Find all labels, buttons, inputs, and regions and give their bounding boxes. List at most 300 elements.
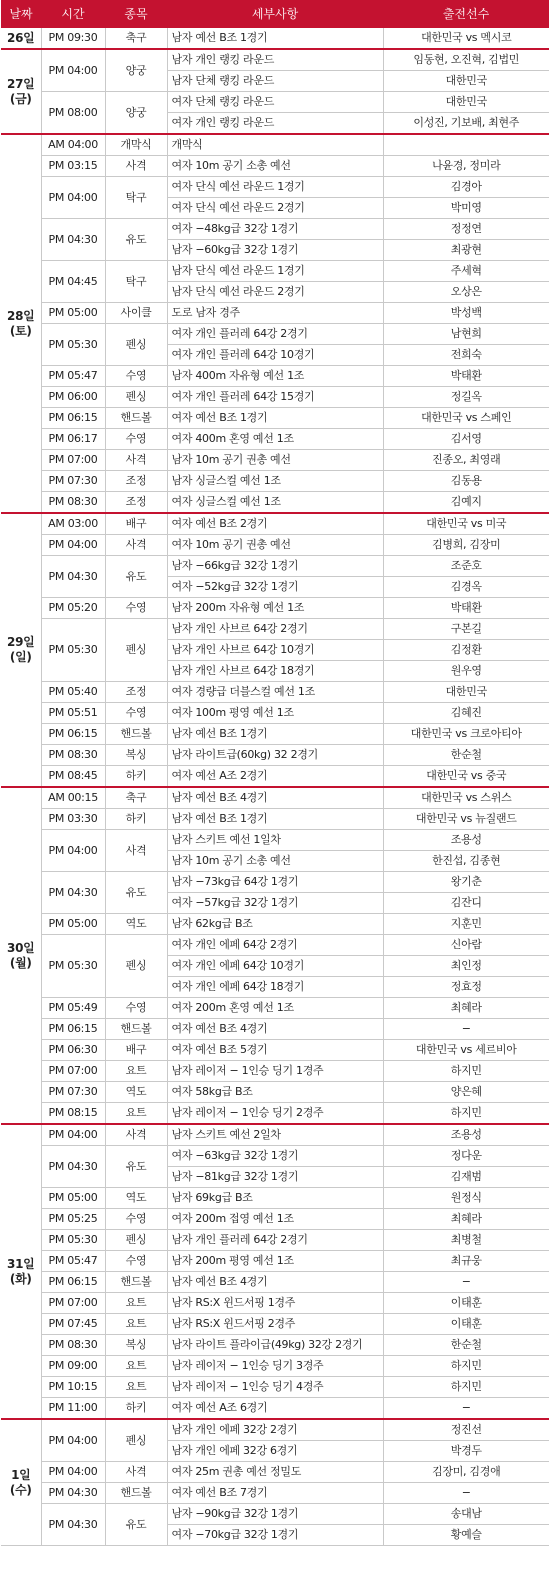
detail-cell: 여자 400m 혼영 예선 1조 [167, 429, 383, 450]
sport-cell: 수영 [105, 998, 167, 1019]
detail-cell: 남자 개인 에페 32강 6경기 [167, 1441, 383, 1462]
table-row [1, 513, 549, 535]
time-cell: PM 05:51 [41, 703, 105, 724]
detail-cell: 여자 −63kg급 32강 1경기 [167, 1146, 383, 1167]
table-row [1, 1314, 549, 1335]
sport-cell: 수영 [105, 703, 167, 724]
time-cell: PM 06:15 [41, 408, 105, 429]
time-cell: PM 04:30 [41, 1146, 105, 1188]
players-cell: 조준호 [383, 556, 549, 577]
players-cell: 최혜라 [383, 998, 549, 1019]
table-body [1, 27, 549, 1546]
sport-cell: 축구 [105, 27, 167, 49]
time-cell: PM 04:45 [41, 261, 105, 303]
detail-cell: 여자 100m 평영 예선 1조 [167, 703, 383, 724]
table-row [1, 1124, 549, 1146]
table-row [1, 1188, 549, 1209]
detail-cell: 남자 10m 공기 소총 예선 [167, 851, 383, 872]
detail-cell: 남자 개인 플러레 64강 2경기 [167, 1230, 383, 1251]
sport-cell: 배구 [105, 1040, 167, 1061]
players-cell: 김정환 [383, 640, 549, 661]
players-cell: 지훈민 [383, 914, 549, 935]
detail-cell: 여자 −52kg급 32강 1경기 [167, 577, 383, 598]
detail-cell: 여자 예선 A조 6경기 [167, 1398, 383, 1420]
table-row [1, 1377, 549, 1398]
time-cell: PM 05:30 [41, 935, 105, 998]
table-row [1, 998, 549, 1019]
detail-cell: 여자 예선 B조 2경기 [167, 513, 383, 535]
detail-cell: 남자 라이트급(60kg) 32 2경기 [167, 745, 383, 766]
players-cell: 정다운 [383, 1146, 549, 1167]
players-cell: 김경아 [383, 177, 549, 198]
time-cell: PM 07:30 [41, 1082, 105, 1103]
date-day: 26일 [7, 30, 35, 45]
players-cell: 대한민국 vs 뉴질랜드 [383, 809, 549, 830]
table-row [1, 177, 549, 198]
time-cell: PM 04:30 [41, 219, 105, 261]
players-cell: − [383, 1398, 549, 1420]
table-row [1, 724, 549, 745]
date-day: 27일 [7, 76, 35, 91]
players-cell: 김혜진 [383, 703, 549, 724]
sport-cell: 사격 [105, 535, 167, 556]
detail-cell: 여자 경량급 더블스컬 예선 1조 [167, 682, 383, 703]
detail-cell: 여자 예선 B조 5경기 [167, 1040, 383, 1061]
players-cell: 최혜라 [383, 1209, 549, 1230]
players-cell: 김예지 [383, 492, 549, 514]
players-cell: 김동용 [383, 471, 549, 492]
time-cell: PM 06:15 [41, 1019, 105, 1040]
table-row [1, 535, 549, 556]
detail-cell: 여자 단식 예선 라운드 2경기 [167, 198, 383, 219]
sport-cell: 핸드볼 [105, 724, 167, 745]
time-cell: PM 05:40 [41, 682, 105, 703]
time-cell: PM 06:30 [41, 1040, 105, 1061]
players-cell: 김경옥 [383, 577, 549, 598]
time-cell: PM 03:30 [41, 809, 105, 830]
players-cell: 박성백 [383, 303, 549, 324]
players-cell: 원정식 [383, 1188, 549, 1209]
table-row [1, 1272, 549, 1293]
detail-cell: 남자 레이저 − 1인승 딩기 3경주 [167, 1356, 383, 1377]
players-cell: 김재범 [383, 1167, 549, 1188]
time-cell: PM 06:00 [41, 387, 105, 408]
sport-cell: 유도 [105, 219, 167, 261]
sport-cell: 핸드볼 [105, 1483, 167, 1504]
players-cell: 남현희 [383, 324, 549, 345]
time-cell: PM 08:00 [41, 92, 105, 135]
table-row [1, 619, 549, 640]
time-cell: PM 04:00 [41, 1462, 105, 1483]
detail-cell: 여자 싱글스컬 예선 1조 [167, 492, 383, 514]
players-cell: 왕기춘 [383, 872, 549, 893]
table-row [1, 1209, 549, 1230]
time-cell: PM 07:00 [41, 450, 105, 471]
players-cell: 대한민국 [383, 92, 549, 113]
players-cell: 하지민 [383, 1377, 549, 1398]
detail-cell: 여자 개인 에페 64강 2경기 [167, 935, 383, 956]
players-cell: 구본길 [383, 619, 549, 640]
table-row [1, 1103, 549, 1125]
sport-cell: 수영 [105, 366, 167, 387]
table-row [1, 219, 549, 240]
time-cell: PM 04:00 [41, 49, 105, 92]
sport-cell: 사격 [105, 450, 167, 471]
sport-cell: 개막식 [105, 134, 167, 156]
sport-cell: 복싱 [105, 1335, 167, 1356]
sport-cell: 배구 [105, 513, 167, 535]
table-row [1, 156, 549, 177]
detail-cell: 남자 개인 사브르 64강 2경기 [167, 619, 383, 640]
players-cell: 김장미, 김경애 [383, 1462, 549, 1483]
table-row [1, 49, 549, 71]
players-cell: 하지민 [383, 1103, 549, 1125]
table-row [1, 598, 549, 619]
time-cell: PM 04:00 [41, 1124, 105, 1146]
table-row [1, 387, 549, 408]
date-cell [1, 49, 41, 134]
sport-cell: 양궁 [105, 49, 167, 92]
detail-cell: 남자 −81kg급 32강 1경기 [167, 1167, 383, 1188]
date-weekday: (토) [9, 323, 32, 338]
players-cell: 양은혜 [383, 1082, 549, 1103]
table-row [1, 366, 549, 387]
time-cell: PM 04:30 [41, 1504, 105, 1546]
players-cell: 전희숙 [383, 345, 549, 366]
detail-cell: 남자 62kg급 B조 [167, 914, 383, 935]
table-row [1, 1293, 549, 1314]
time-cell: PM 07:30 [41, 471, 105, 492]
table-row [1, 27, 549, 49]
date-cell [1, 1419, 41, 1546]
table-row [1, 1146, 549, 1167]
sport-cell: 요트 [105, 1314, 167, 1335]
date-day: 31일 [7, 1256, 35, 1271]
time-cell: PM 04:00 [41, 177, 105, 219]
detail-cell: 여자 개인 에페 64강 18경기 [167, 977, 383, 998]
players-cell: − [383, 1483, 549, 1504]
sport-cell: 펜싱 [105, 1230, 167, 1251]
players-cell: 송대남 [383, 1504, 549, 1525]
table-row [1, 1019, 549, 1040]
detail-cell: 여자 단체 랭킹 라운드 [167, 92, 383, 113]
time-cell: PM 05:25 [41, 1209, 105, 1230]
time-cell: PM 03:15 [41, 156, 105, 177]
detail-cell: 여자 예선 A조 2경기 [167, 766, 383, 788]
detail-cell: 남자 단체 랭킹 라운드 [167, 71, 383, 92]
players-cell: 대한민국 vs 스페인 [383, 408, 549, 429]
detail-cell: 남자 예선 B조 1경기 [167, 27, 383, 49]
detail-cell: 남자 200m 평영 예선 1조 [167, 1251, 383, 1272]
time-cell: PM 05:30 [41, 324, 105, 366]
players-cell: 대한민국 vs 스위스 [383, 787, 549, 809]
detail-cell: 남자 69kg급 B조 [167, 1188, 383, 1209]
sport-cell: 펜싱 [105, 619, 167, 682]
table-row [1, 92, 549, 113]
time-cell: PM 07:00 [41, 1061, 105, 1082]
players-cell: 박태환 [383, 366, 549, 387]
detail-cell: 여자 −48kg급 32강 1경기 [167, 219, 383, 240]
players-cell: − [383, 1272, 549, 1293]
players-cell: 박미영 [383, 198, 549, 219]
time-cell: PM 05:47 [41, 1251, 105, 1272]
detail-cell: 여자 −57kg급 32강 1경기 [167, 893, 383, 914]
sport-cell: 사격 [105, 830, 167, 872]
players-cell: 대한민국 vs 중국 [383, 766, 549, 788]
table-row [1, 1082, 549, 1103]
table-row [1, 1251, 549, 1272]
date-weekday: (금) [9, 91, 32, 106]
sport-cell: 조정 [105, 682, 167, 703]
time-cell: PM 05:00 [41, 914, 105, 935]
players-cell: 한순철 [383, 1335, 549, 1356]
detail-cell: 여자 예선 B조 7경기 [167, 1483, 383, 1504]
table-row [1, 1061, 549, 1082]
time-cell: PM 08:45 [41, 766, 105, 788]
table-row [1, 787, 549, 809]
detail-cell: 남자 싱글스컬 예선 1조 [167, 471, 383, 492]
players-cell: 정길옥 [383, 387, 549, 408]
header-players: 출전선수 [383, 0, 549, 27]
time-cell: PM 05:00 [41, 303, 105, 324]
sport-cell: 역도 [105, 914, 167, 935]
players-cell: 최규웅 [383, 1251, 549, 1272]
date-cell [1, 27, 41, 49]
sport-cell: 복싱 [105, 745, 167, 766]
date-day: 28일 [7, 308, 35, 323]
detail-cell: 여자 10m 공기 권총 예선 [167, 535, 383, 556]
sport-cell: 요트 [105, 1103, 167, 1125]
players-cell: 조용성 [383, 830, 549, 851]
players-cell: 이태훈 [383, 1293, 549, 1314]
sport-cell: 탁구 [105, 261, 167, 303]
detail-cell: 여자 10m 공기 소총 예선 [167, 156, 383, 177]
sport-cell: 하키 [105, 1398, 167, 1420]
table-row [1, 1398, 549, 1420]
sport-cell: 펜싱 [105, 1419, 167, 1462]
time-cell: PM 10:15 [41, 1377, 105, 1398]
detail-cell: 개막식 [167, 134, 383, 156]
sport-cell: 유도 [105, 1504, 167, 1546]
time-cell: PM 08:30 [41, 745, 105, 766]
detail-cell: 남자 예선 B조 1경기 [167, 809, 383, 830]
date-day: 30일 [7, 940, 35, 955]
time-cell: PM 05:20 [41, 598, 105, 619]
sport-cell: 요트 [105, 1377, 167, 1398]
time-cell: PM 07:00 [41, 1293, 105, 1314]
table-row [1, 872, 549, 893]
sport-cell: 사격 [105, 1462, 167, 1483]
detail-cell: 여자 58kg급 B조 [167, 1082, 383, 1103]
date-weekday: (수) [9, 1482, 32, 1497]
table-row [1, 324, 549, 345]
players-cell: 황예슬 [383, 1525, 549, 1546]
detail-cell: 남자 예선 B조 1경기 [167, 724, 383, 745]
detail-cell: 도로 남자 경주 [167, 303, 383, 324]
players-cell: 조용성 [383, 1124, 549, 1146]
players-cell: − [383, 1019, 549, 1040]
sport-cell: 요트 [105, 1293, 167, 1314]
time-cell: PM 04:00 [41, 1419, 105, 1462]
players-cell: 이성진, 기보배, 최현주 [383, 113, 549, 135]
date-cell [1, 513, 41, 787]
header-sport: 종목 [105, 0, 167, 27]
time-cell: PM 08:15 [41, 1103, 105, 1125]
sport-cell: 사격 [105, 1124, 167, 1146]
detail-cell: 남자 −60kg급 32강 1경기 [167, 240, 383, 261]
players-cell: 나윤경, 정미라 [383, 156, 549, 177]
detail-cell: 남자 레이저 − 1인승 딩기 4경주 [167, 1377, 383, 1398]
table-row [1, 1483, 549, 1504]
players-cell: 박경두 [383, 1441, 549, 1462]
table-row [1, 935, 549, 956]
detail-cell: 남자 개인 랭킹 라운드 [167, 49, 383, 71]
table-row [1, 1504, 549, 1525]
table-row [1, 914, 549, 935]
detail-cell: 남자 라이트 플라이급(49kg) 32강 2경기 [167, 1335, 383, 1356]
sport-cell: 요트 [105, 1061, 167, 1082]
detail-cell: 남자 200m 자유형 예선 1조 [167, 598, 383, 619]
sport-cell: 유도 [105, 1146, 167, 1188]
time-cell: PM 04:30 [41, 872, 105, 914]
table-row [1, 745, 549, 766]
time-cell: PM 05:49 [41, 998, 105, 1019]
table-row [1, 450, 549, 471]
detail-cell: 여자 예선 B조 4경기 [167, 1019, 383, 1040]
detail-cell: 남자 스키트 예선 1일차 [167, 830, 383, 851]
detail-cell: 남자 −66kg급 32강 1경기 [167, 556, 383, 577]
sport-cell: 수영 [105, 598, 167, 619]
detail-cell: 여자 예선 B조 1경기 [167, 408, 383, 429]
players-cell: 정진선 [383, 1419, 549, 1441]
time-cell: PM 06:15 [41, 1272, 105, 1293]
detail-cell: 여자 개인 플러레 64강 15경기 [167, 387, 383, 408]
table-row [1, 1462, 549, 1483]
sport-cell: 핸드볼 [105, 408, 167, 429]
detail-cell: 남자 RS:X 윈드서핑 2경주 [167, 1314, 383, 1335]
sport-cell: 유도 [105, 556, 167, 598]
date-day: 1일 [11, 1467, 31, 1482]
players-cell: 대한민국 [383, 71, 549, 92]
sport-cell: 하키 [105, 766, 167, 788]
players-cell: 대한민국 [383, 682, 549, 703]
table-row [1, 1040, 549, 1061]
players-cell: 주세혁 [383, 261, 549, 282]
detail-cell: 여자 단식 예선 라운드 1경기 [167, 177, 383, 198]
table-row [1, 492, 549, 514]
detail-cell: 남자 개인 사브르 64강 18경기 [167, 661, 383, 682]
time-cell: PM 06:15 [41, 724, 105, 745]
detail-cell: 여자 200m 혼영 예선 1조 [167, 998, 383, 1019]
players-cell: 원우영 [383, 661, 549, 682]
players-cell: 대한민국 vs 멕시코 [383, 27, 549, 49]
table-row [1, 809, 549, 830]
players-cell: 신아람 [383, 935, 549, 956]
players-cell: 최광현 [383, 240, 549, 261]
time-cell: PM 04:30 [41, 556, 105, 598]
players-cell: 임동현, 오진혁, 김법민 [383, 49, 549, 71]
detail-cell: 남자 10m 공기 권총 예선 [167, 450, 383, 471]
table-row [1, 1230, 549, 1251]
time-cell: PM 05:47 [41, 366, 105, 387]
table-row [1, 408, 549, 429]
players-cell: 김서영 [383, 429, 549, 450]
detail-cell: 여자 개인 랭킹 라운드 [167, 113, 383, 135]
date-weekday: (화) [9, 1271, 32, 1286]
time-cell: PM 09:30 [41, 27, 105, 49]
detail-cell: 남자 레이저 − 1인승 딩기 1경주 [167, 1061, 383, 1082]
sport-cell: 축구 [105, 787, 167, 809]
time-cell: PM 05:30 [41, 619, 105, 682]
players-cell: 하지민 [383, 1061, 549, 1082]
time-cell: PM 04:30 [41, 1483, 105, 1504]
detail-cell: 여자 −70kg급 32강 1경기 [167, 1525, 383, 1546]
sport-cell: 펜싱 [105, 324, 167, 366]
time-cell: PM 11:00 [41, 1398, 105, 1420]
table-row [1, 1356, 549, 1377]
detail-cell: 남자 단식 예선 라운드 1경기 [167, 261, 383, 282]
players-cell: 박태환 [383, 598, 549, 619]
date-weekday: (일) [9, 650, 32, 664]
header-detail: 세부사항 [167, 0, 383, 27]
time-cell: PM 05:00 [41, 1188, 105, 1209]
sport-cell: 조정 [105, 492, 167, 514]
table-row [1, 1419, 549, 1441]
detail-cell: 남자 개인 사브르 64강 10경기 [167, 640, 383, 661]
table-row [1, 429, 549, 450]
header-date: 날짜 [1, 0, 41, 27]
time-cell: PM 08:30 [41, 492, 105, 514]
table-row [1, 682, 549, 703]
time-cell: PM 07:45 [41, 1314, 105, 1335]
detail-cell: 남자 −73kg급 64강 1경기 [167, 872, 383, 893]
sport-cell: 수영 [105, 429, 167, 450]
table-row [1, 261, 549, 282]
schedule-table [1, 0, 549, 1546]
players-cell: 대한민국 vs 미국 [383, 513, 549, 535]
players-cell: 한순철 [383, 745, 549, 766]
players-cell: 최병철 [383, 1230, 549, 1251]
sport-cell: 요트 [105, 1356, 167, 1377]
detail-cell: 남자 개인 에페 32강 2경기 [167, 1419, 383, 1441]
sport-cell: 역도 [105, 1082, 167, 1103]
time-cell: PM 08:30 [41, 1335, 105, 1356]
players-cell: 정효정 [383, 977, 549, 998]
detail-cell: 남자 −90kg급 32강 1경기 [167, 1504, 383, 1525]
detail-cell: 여자 개인 플러레 64강 10경기 [167, 345, 383, 366]
detail-cell: 남자 레이저 − 1인승 딩기 2경주 [167, 1103, 383, 1125]
detail-cell: 남자 예선 B조 4경기 [167, 1272, 383, 1293]
time-cell: AM 03:00 [41, 513, 105, 535]
date-cell [1, 1124, 41, 1419]
date-weekday: (월) [9, 955, 32, 970]
detail-cell: 남자 단식 예선 라운드 2경기 [167, 282, 383, 303]
players-cell: 대한민국 vs 세르비아 [383, 1040, 549, 1061]
date-cell [1, 787, 41, 1124]
detail-cell: 여자 200m 접영 예선 1조 [167, 1209, 383, 1230]
detail-cell: 여자 25m 권총 예선 정밀도 [167, 1462, 383, 1483]
players-cell: 진종오, 최영래 [383, 450, 549, 471]
sport-cell: 유도 [105, 872, 167, 914]
players-cell: 정정연 [383, 219, 549, 240]
players-cell [383, 134, 549, 156]
players-cell: 한진섭, 김종현 [383, 851, 549, 872]
detail-cell: 여자 개인 에페 64강 10경기 [167, 956, 383, 977]
table-row [1, 1335, 549, 1356]
sport-cell: 하키 [105, 809, 167, 830]
time-cell: AM 00:15 [41, 787, 105, 809]
table-row [1, 766, 549, 788]
